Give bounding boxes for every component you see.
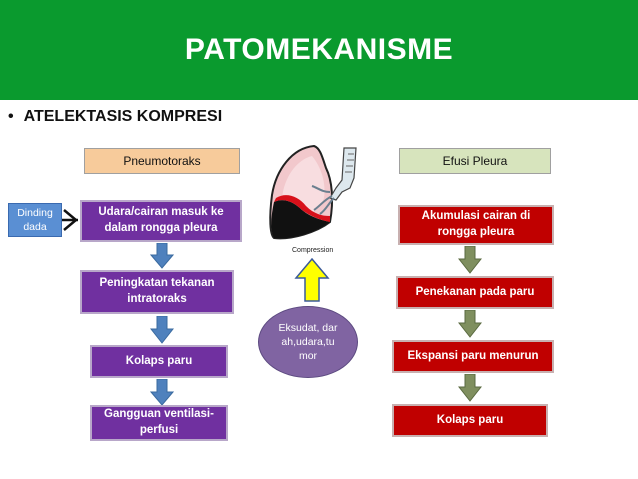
- right-step-3: Ekspansi paru menurun: [392, 340, 554, 373]
- connector-arrow-icon: [62, 206, 82, 234]
- page-title: PATOMEKANISME: [184, 33, 454, 66]
- subtitle: [8, 108, 222, 126]
- right-step-4: Kolaps paru: [392, 404, 548, 437]
- left-step-3: Kolaps paru: [90, 345, 228, 378]
- left-step-4: Gangguan ventilasi-perfusi: [90, 405, 228, 441]
- down-arrow-icon: [458, 374, 482, 402]
- eksudat-ellipse: Eksudat, dar ah,udara,tu mor: [258, 306, 358, 378]
- title-bar: [0, 0, 638, 100]
- compression-caption: Compression: [292, 247, 334, 254]
- subtitle-text: ATELEKTASIS KOMPRESI: [23, 108, 223, 125]
- down-arrow-icon: [150, 379, 174, 406]
- down-arrow-icon: [150, 243, 174, 269]
- bullet: •: [8, 108, 14, 125]
- left-step-2: Peningkatan tekanan intratoraks: [80, 270, 234, 314]
- right-step-1: Akumulasi cairan di rongga pleura: [398, 205, 554, 245]
- dinding-dada-box: Dinding dada: [8, 203, 62, 237]
- right-step-2: Penekanan pada paru: [396, 276, 554, 309]
- down-arrow-icon: [150, 316, 174, 344]
- left-step-1: Udara/cairan masuk ke dalam rongga pleura: [80, 200, 242, 242]
- down-arrow-icon: [458, 246, 482, 274]
- efusi-pleura-heading: Efusi Pleura: [399, 148, 551, 174]
- lung-compression-illustration: [262, 140, 374, 260]
- up-arrow-icon: [294, 258, 330, 302]
- down-arrow-icon: [458, 310, 482, 338]
- pneumotoraks-heading: Pneumotoraks: [84, 148, 240, 174]
